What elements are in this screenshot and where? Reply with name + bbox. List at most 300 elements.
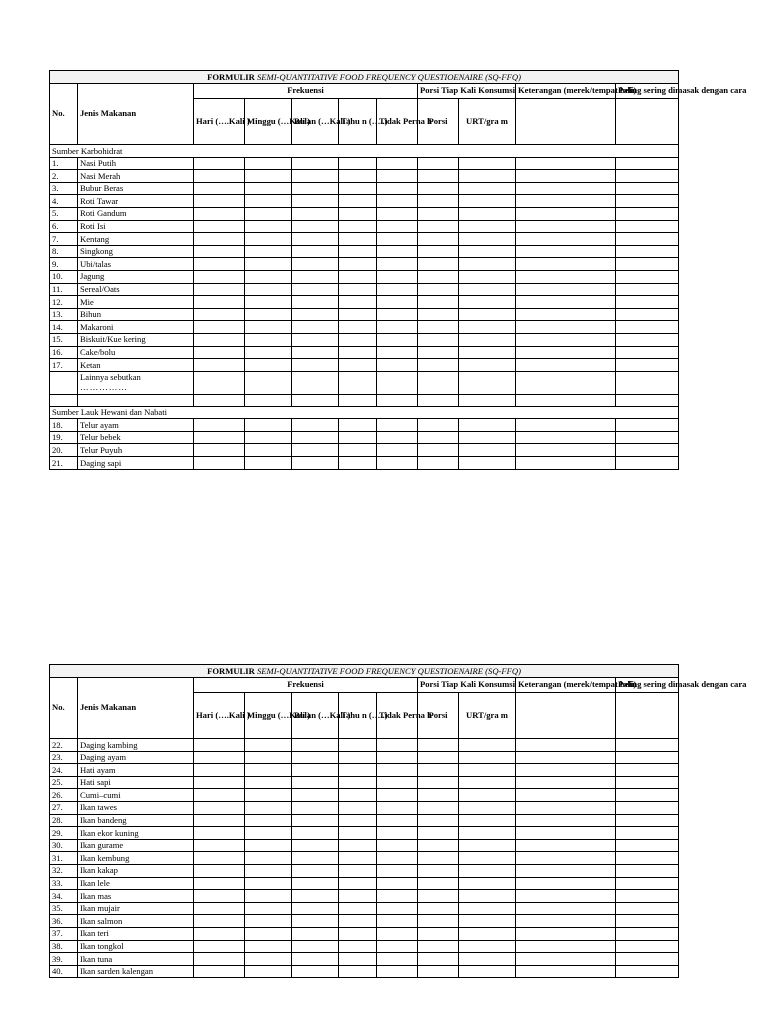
- entry-cell[interactable]: [459, 852, 516, 865]
- entry-cell[interactable]: [616, 346, 679, 359]
- entry-cell[interactable]: [292, 814, 339, 827]
- entry-cell[interactable]: [616, 915, 679, 928]
- entry-cell[interactable]: [459, 394, 516, 406]
- entry-cell[interactable]: [459, 182, 516, 195]
- entry-cell[interactable]: [339, 877, 377, 890]
- entry-cell[interactable]: [194, 195, 245, 208]
- entry-cell[interactable]: [459, 431, 516, 444]
- entry-cell[interactable]: [339, 170, 377, 183]
- entry-cell[interactable]: [292, 902, 339, 915]
- entry-cell[interactable]: [339, 195, 377, 208]
- entry-cell[interactable]: [245, 751, 292, 764]
- entry-cell[interactable]: [292, 827, 339, 840]
- entry-cell[interactable]: [339, 852, 377, 865]
- entry-cell[interactable]: [292, 245, 339, 258]
- entry-cell[interactable]: [616, 965, 679, 978]
- entry-cell[interactable]: [616, 444, 679, 457]
- entry-cell[interactable]: [616, 940, 679, 953]
- entry-cell[interactable]: [377, 864, 418, 877]
- entry-cell[interactable]: [194, 457, 245, 470]
- entry-cell[interactable]: [418, 965, 459, 978]
- entry-cell[interactable]: [459, 789, 516, 802]
- entry-cell[interactable]: [245, 394, 292, 406]
- entry-cell[interactable]: [245, 890, 292, 903]
- entry-cell[interactable]: [418, 827, 459, 840]
- entry-cell[interactable]: [292, 801, 339, 814]
- entry-cell[interactable]: [377, 296, 418, 309]
- entry-cell[interactable]: [339, 333, 377, 346]
- entry-cell[interactable]: [377, 877, 418, 890]
- entry-cell[interactable]: [516, 890, 616, 903]
- entry-cell[interactable]: [339, 827, 377, 840]
- entry-cell[interactable]: [292, 739, 339, 752]
- entry-cell[interactable]: [459, 359, 516, 372]
- entry-cell[interactable]: [194, 927, 245, 940]
- entry-cell[interactable]: [245, 283, 292, 296]
- entry-cell[interactable]: [616, 789, 679, 802]
- entry-cell[interactable]: [516, 333, 616, 346]
- entry-cell[interactable]: [245, 359, 292, 372]
- entry-cell[interactable]: [616, 308, 679, 321]
- entry-cell[interactable]: [245, 207, 292, 220]
- entry-cell[interactable]: [339, 321, 377, 334]
- entry-cell[interactable]: [459, 321, 516, 334]
- entry-cell[interactable]: [292, 457, 339, 470]
- entry-cell[interactable]: [245, 801, 292, 814]
- entry-cell[interactable]: [245, 852, 292, 865]
- entry-cell[interactable]: [194, 170, 245, 183]
- entry-cell[interactable]: [418, 927, 459, 940]
- entry-cell[interactable]: [194, 940, 245, 953]
- entry-cell[interactable]: [418, 170, 459, 183]
- entry-cell[interactable]: [516, 308, 616, 321]
- entry-cell[interactable]: [616, 394, 679, 406]
- entry-cell[interactable]: [245, 220, 292, 233]
- entry-cell[interactable]: [459, 814, 516, 827]
- entry-cell[interactable]: [194, 207, 245, 220]
- entry-cell[interactable]: [459, 245, 516, 258]
- entry-cell[interactable]: [245, 877, 292, 890]
- entry-cell[interactable]: [516, 953, 616, 966]
- entry-cell[interactable]: [339, 940, 377, 953]
- entry-cell[interactable]: [339, 751, 377, 764]
- entry-cell[interactable]: [194, 333, 245, 346]
- entry-cell[interactable]: [516, 776, 616, 789]
- entry-cell[interactable]: [194, 776, 245, 789]
- entry-cell[interactable]: [459, 346, 516, 359]
- entry-cell[interactable]: [616, 182, 679, 195]
- entry-cell[interactable]: [194, 953, 245, 966]
- entry-cell[interactable]: [377, 444, 418, 457]
- entry-cell[interactable]: [245, 258, 292, 271]
- entry-cell[interactable]: [616, 359, 679, 372]
- entry-cell[interactable]: [245, 827, 292, 840]
- entry-cell[interactable]: [377, 258, 418, 271]
- entry-cell[interactable]: [339, 444, 377, 457]
- entry-cell[interactable]: [418, 444, 459, 457]
- entry-cell[interactable]: [292, 394, 339, 406]
- entry-cell[interactable]: [459, 258, 516, 271]
- entry-cell[interactable]: [459, 965, 516, 978]
- entry-cell[interactable]: [418, 764, 459, 777]
- entry-cell[interactable]: [418, 839, 459, 852]
- entry-cell[interactable]: [616, 864, 679, 877]
- entry-cell[interactable]: [516, 182, 616, 195]
- entry-cell[interactable]: [377, 751, 418, 764]
- entry-cell[interactable]: [516, 346, 616, 359]
- entry-cell[interactable]: [418, 915, 459, 928]
- entry-cell[interactable]: [377, 270, 418, 283]
- entry-cell[interactable]: [616, 245, 679, 258]
- entry-cell[interactable]: [516, 965, 616, 978]
- entry-cell[interactable]: [459, 195, 516, 208]
- entry-cell[interactable]: [459, 751, 516, 764]
- entry-cell[interactable]: [459, 283, 516, 296]
- entry-cell[interactable]: [516, 321, 616, 334]
- entry-cell[interactable]: [616, 927, 679, 940]
- entry-cell[interactable]: [292, 346, 339, 359]
- entry-cell[interactable]: [245, 270, 292, 283]
- entry-cell[interactable]: [377, 346, 418, 359]
- entry-cell[interactable]: [292, 321, 339, 334]
- entry-cell[interactable]: [377, 789, 418, 802]
- entry-cell[interactable]: [418, 220, 459, 233]
- entry-cell[interactable]: [339, 789, 377, 802]
- entry-cell[interactable]: [516, 927, 616, 940]
- entry-cell[interactable]: [339, 207, 377, 220]
- entry-cell[interactable]: [616, 157, 679, 170]
- entry-cell[interactable]: [616, 371, 679, 394]
- entry-cell[interactable]: [516, 283, 616, 296]
- entry-cell[interactable]: [418, 233, 459, 246]
- entry-cell[interactable]: [516, 902, 616, 915]
- entry-cell[interactable]: [292, 839, 339, 852]
- entry-cell[interactable]: [245, 953, 292, 966]
- entry-cell[interactable]: [516, 233, 616, 246]
- entry-cell[interactable]: [616, 419, 679, 432]
- entry-cell[interactable]: [377, 245, 418, 258]
- entry-cell[interactable]: [292, 927, 339, 940]
- entry-cell[interactable]: [292, 431, 339, 444]
- entry-cell[interactable]: [339, 965, 377, 978]
- entry-cell[interactable]: [194, 371, 245, 394]
- entry-cell[interactable]: [194, 444, 245, 457]
- entry-cell[interactable]: [292, 270, 339, 283]
- entry-cell[interactable]: [616, 457, 679, 470]
- entry-cell[interactable]: [418, 789, 459, 802]
- entry-cell[interactable]: [194, 182, 245, 195]
- entry-cell[interactable]: [418, 814, 459, 827]
- entry-cell[interactable]: [194, 394, 245, 406]
- entry-cell[interactable]: [418, 890, 459, 903]
- entry-cell[interactable]: [339, 258, 377, 271]
- entry-cell[interactable]: [377, 170, 418, 183]
- entry-cell[interactable]: [339, 283, 377, 296]
- entry-cell[interactable]: [377, 839, 418, 852]
- entry-cell[interactable]: [418, 902, 459, 915]
- entry-cell[interactable]: [339, 764, 377, 777]
- entry-cell[interactable]: [292, 852, 339, 865]
- entry-cell[interactable]: [616, 207, 679, 220]
- entry-cell[interactable]: [339, 927, 377, 940]
- entry-cell[interactable]: [292, 195, 339, 208]
- entry-cell[interactable]: [245, 245, 292, 258]
- entry-cell[interactable]: [377, 915, 418, 928]
- entry-cell[interactable]: [377, 852, 418, 865]
- entry-cell[interactable]: [292, 419, 339, 432]
- entry-cell[interactable]: [516, 258, 616, 271]
- entry-cell[interactable]: [339, 419, 377, 432]
- entry-cell[interactable]: [377, 801, 418, 814]
- entry-cell[interactable]: [245, 157, 292, 170]
- entry-cell[interactable]: [516, 207, 616, 220]
- entry-cell[interactable]: [245, 371, 292, 394]
- entry-cell[interactable]: [516, 852, 616, 865]
- entry-cell[interactable]: [377, 457, 418, 470]
- entry-cell[interactable]: [459, 157, 516, 170]
- entry-cell[interactable]: [459, 739, 516, 752]
- entry-cell[interactable]: [292, 157, 339, 170]
- entry-cell[interactable]: [339, 902, 377, 915]
- entry-cell[interactable]: [516, 751, 616, 764]
- entry-cell[interactable]: [418, 864, 459, 877]
- entry-cell[interactable]: [418, 419, 459, 432]
- entry-cell[interactable]: [418, 207, 459, 220]
- entry-cell[interactable]: [194, 890, 245, 903]
- entry-cell[interactable]: [418, 739, 459, 752]
- entry-cell[interactable]: [516, 827, 616, 840]
- entry-cell[interactable]: [377, 739, 418, 752]
- entry-cell[interactable]: [245, 308, 292, 321]
- entry-cell[interactable]: [459, 827, 516, 840]
- entry-cell[interactable]: [459, 776, 516, 789]
- entry-cell[interactable]: [194, 739, 245, 752]
- entry-cell[interactable]: [339, 814, 377, 827]
- entry-cell[interactable]: [245, 457, 292, 470]
- entry-cell[interactable]: [616, 776, 679, 789]
- entry-cell[interactable]: [339, 431, 377, 444]
- entry-cell[interactable]: [459, 371, 516, 394]
- entry-cell[interactable]: [616, 195, 679, 208]
- entry-cell[interactable]: [292, 207, 339, 220]
- entry-cell[interactable]: [377, 233, 418, 246]
- entry-cell[interactable]: [292, 359, 339, 372]
- entry-cell[interactable]: [245, 333, 292, 346]
- entry-cell[interactable]: [339, 245, 377, 258]
- entry-cell[interactable]: [245, 419, 292, 432]
- entry-cell[interactable]: [194, 270, 245, 283]
- entry-cell[interactable]: [616, 233, 679, 246]
- entry-cell[interactable]: [616, 258, 679, 271]
- entry-cell[interactable]: [459, 296, 516, 309]
- entry-cell[interactable]: [245, 814, 292, 827]
- entry-cell[interactable]: [339, 233, 377, 246]
- entry-cell[interactable]: [616, 751, 679, 764]
- entry-cell[interactable]: [459, 419, 516, 432]
- entry-cell[interactable]: [194, 245, 245, 258]
- entry-cell[interactable]: [194, 233, 245, 246]
- entry-cell[interactable]: [78, 394, 194, 406]
- entry-cell[interactable]: [292, 965, 339, 978]
- entry-cell[interactable]: [516, 940, 616, 953]
- entry-cell[interactable]: [194, 346, 245, 359]
- entry-cell[interactable]: [194, 764, 245, 777]
- entry-cell[interactable]: [616, 170, 679, 183]
- entry-cell[interactable]: [194, 157, 245, 170]
- entry-cell[interactable]: [339, 457, 377, 470]
- entry-cell[interactable]: [418, 801, 459, 814]
- entry-cell[interactable]: [418, 157, 459, 170]
- entry-cell[interactable]: [516, 864, 616, 877]
- entry-cell[interactable]: [418, 431, 459, 444]
- entry-cell[interactable]: [339, 915, 377, 928]
- entry-cell[interactable]: [194, 827, 245, 840]
- entry-cell[interactable]: [377, 814, 418, 827]
- entry-cell[interactable]: [339, 270, 377, 283]
- entry-cell[interactable]: [418, 751, 459, 764]
- entry-cell[interactable]: [377, 371, 418, 394]
- entry-cell[interactable]: [459, 839, 516, 852]
- entry-cell[interactable]: [194, 864, 245, 877]
- entry-cell[interactable]: [194, 789, 245, 802]
- entry-cell[interactable]: [245, 321, 292, 334]
- entry-cell[interactable]: [516, 739, 616, 752]
- entry-cell[interactable]: [418, 877, 459, 890]
- entry-cell[interactable]: [418, 359, 459, 372]
- entry-cell[interactable]: [339, 346, 377, 359]
- entry-cell[interactable]: [377, 927, 418, 940]
- entry-cell[interactable]: [339, 296, 377, 309]
- entry-cell[interactable]: [292, 764, 339, 777]
- entry-cell[interactable]: [194, 220, 245, 233]
- entry-cell[interactable]: [194, 915, 245, 928]
- entry-cell[interactable]: [418, 776, 459, 789]
- entry-cell[interactable]: [377, 321, 418, 334]
- entry-cell[interactable]: [616, 270, 679, 283]
- entry-cell[interactable]: [292, 258, 339, 271]
- entry-cell[interactable]: [339, 359, 377, 372]
- entry-cell[interactable]: [245, 927, 292, 940]
- entry-cell[interactable]: [194, 839, 245, 852]
- entry-cell[interactable]: [292, 170, 339, 183]
- entry-cell[interactable]: [377, 965, 418, 978]
- entry-cell[interactable]: [292, 308, 339, 321]
- entry-cell[interactable]: [516, 814, 616, 827]
- entry-cell[interactable]: [418, 371, 459, 394]
- entry-cell[interactable]: [377, 890, 418, 903]
- entry-cell[interactable]: [245, 444, 292, 457]
- entry-cell[interactable]: [377, 359, 418, 372]
- entry-cell[interactable]: [194, 814, 245, 827]
- entry-cell[interactable]: [194, 877, 245, 890]
- entry-cell[interactable]: [418, 394, 459, 406]
- entry-cell[interactable]: [377, 394, 418, 406]
- entry-cell[interactable]: [245, 764, 292, 777]
- entry-cell[interactable]: [418, 953, 459, 966]
- entry-cell[interactable]: [516, 419, 616, 432]
- entry-cell[interactable]: [292, 890, 339, 903]
- entry-cell[interactable]: [459, 233, 516, 246]
- entry-cell[interactable]: [377, 419, 418, 432]
- entry-cell[interactable]: [339, 371, 377, 394]
- entry-cell[interactable]: [245, 739, 292, 752]
- entry-cell[interactable]: [418, 296, 459, 309]
- entry-cell[interactable]: [418, 195, 459, 208]
- entry-cell[interactable]: [516, 296, 616, 309]
- entry-cell[interactable]: [516, 170, 616, 183]
- entry-cell[interactable]: [194, 258, 245, 271]
- entry-cell[interactable]: [616, 321, 679, 334]
- entry-cell[interactable]: [292, 776, 339, 789]
- entry-cell[interactable]: [459, 890, 516, 903]
- entry-cell[interactable]: [194, 321, 245, 334]
- entry-cell[interactable]: [616, 839, 679, 852]
- entry-cell[interactable]: [194, 283, 245, 296]
- entry-cell[interactable]: [459, 801, 516, 814]
- entry-cell[interactable]: [418, 270, 459, 283]
- entry-cell[interactable]: [245, 965, 292, 978]
- entry-cell[interactable]: [292, 220, 339, 233]
- entry-cell[interactable]: [516, 444, 616, 457]
- entry-cell[interactable]: [459, 864, 516, 877]
- entry-cell[interactable]: [616, 296, 679, 309]
- entry-cell[interactable]: [339, 864, 377, 877]
- entry-cell[interactable]: [194, 902, 245, 915]
- entry-cell[interactable]: [339, 839, 377, 852]
- entry-cell[interactable]: [245, 296, 292, 309]
- entry-cell[interactable]: [292, 864, 339, 877]
- entry-cell[interactable]: [516, 839, 616, 852]
- entry-cell[interactable]: [616, 220, 679, 233]
- entry-cell[interactable]: [418, 283, 459, 296]
- entry-cell[interactable]: [292, 371, 339, 394]
- entry-cell[interactable]: [616, 814, 679, 827]
- entry-cell[interactable]: [616, 890, 679, 903]
- entry-cell[interactable]: [245, 182, 292, 195]
- entry-cell[interactable]: [616, 333, 679, 346]
- entry-cell[interactable]: [292, 877, 339, 890]
- entry-cell[interactable]: [516, 220, 616, 233]
- entry-cell[interactable]: [418, 258, 459, 271]
- entry-cell[interactable]: [245, 195, 292, 208]
- entry-cell[interactable]: [418, 245, 459, 258]
- entry-cell[interactable]: [194, 801, 245, 814]
- entry-cell[interactable]: [194, 965, 245, 978]
- entry-cell[interactable]: [459, 764, 516, 777]
- entry-cell[interactable]: [245, 233, 292, 246]
- entry-cell[interactable]: [516, 801, 616, 814]
- entry-cell[interactable]: [418, 940, 459, 953]
- entry-cell[interactable]: [339, 801, 377, 814]
- entry-cell[interactable]: [616, 431, 679, 444]
- entry-cell[interactable]: [292, 283, 339, 296]
- entry-cell[interactable]: [459, 953, 516, 966]
- entry-cell[interactable]: [194, 296, 245, 309]
- entry-cell[interactable]: [516, 245, 616, 258]
- entry-cell[interactable]: [418, 308, 459, 321]
- entry-cell[interactable]: [459, 444, 516, 457]
- entry-cell[interactable]: [245, 431, 292, 444]
- entry-cell[interactable]: [459, 940, 516, 953]
- entry-cell[interactable]: [377, 431, 418, 444]
- entry-cell[interactable]: [194, 359, 245, 372]
- entry-cell[interactable]: [292, 233, 339, 246]
- entry-cell[interactable]: [292, 182, 339, 195]
- entry-cell[interactable]: [459, 877, 516, 890]
- entry-cell[interactable]: [516, 394, 616, 406]
- entry-cell[interactable]: [516, 764, 616, 777]
- entry-cell[interactable]: [292, 751, 339, 764]
